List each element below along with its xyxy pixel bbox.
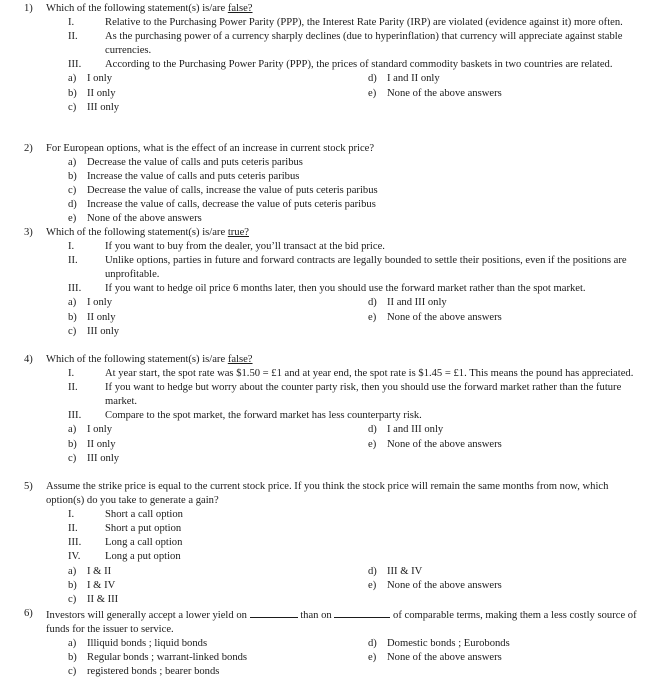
answer-option-e[interactable]: e) None of the above answers xyxy=(368,87,502,99)
question-number: 6) xyxy=(24,608,33,619)
answer-option-b[interactable]: b) II only xyxy=(68,438,116,450)
answer-option-c[interactable]: c) III only xyxy=(68,325,120,337)
statement: I. Relative to the Purchasing Power Parity (PPP), the Interest Rate Parity (IRP) are violated (evidence against it) more often. xyxy=(68,17,623,29)
question-text: Which of the following statement(s) is/are false? xyxy=(46,354,253,365)
statement: I. At year start, the spot rate was $1.50 = £1 and at year end, the spot rate is $1.45 = £1. This means the pound has appreciated. xyxy=(68,368,634,380)
statement: I. If you want to buy from the dealer, you’ll transact at the bid price. xyxy=(68,241,385,253)
emphasis-word: true? xyxy=(227,227,249,238)
question-3 xyxy=(24,226,639,339)
statement: II. Unlike options, parties in future and forward contracts are legally bounded to settle their positions, even if the positions are unprofitable. xyxy=(68,255,627,281)
answer-option-c[interactable]: c) III only xyxy=(68,452,120,464)
question-number: 2) xyxy=(24,143,33,154)
emphasis-word: false? xyxy=(227,354,253,365)
question-5 xyxy=(24,480,639,607)
answer-option-e[interactable]: e) None of the above answers xyxy=(368,311,502,323)
answer-option-b[interactable]: b) Regular bonds ; warrant-linked bonds xyxy=(68,652,248,664)
emphasis-word: false? xyxy=(227,3,253,14)
question-text: Assume the strike price is equal to the current stock price. If you think the stock price will remain the same months from now, which option(s) do you take to generate a gain? xyxy=(46,481,609,507)
statement: II. If you want to hedge but worry about the counter party risk, then you should use the forward market rather than the future market. xyxy=(68,382,622,408)
answer-option-b[interactable]: b) I & IV xyxy=(68,579,116,591)
answer-option-d[interactable]: d) I and III only xyxy=(368,424,444,436)
statement: III. If you want to hedge oil price 6 months later, then you should use the forward market rather than the spot market. xyxy=(68,283,586,295)
question-text: Which of the following statement(s) is/are false? xyxy=(46,3,253,14)
answer-option-c[interactable]: c) registered bonds ; bearer bonds xyxy=(68,666,220,678)
answer-option-a[interactable]: a) I & II xyxy=(68,565,112,577)
question-text: Investors will generally accept a lower yield on than on of comparable terms, making them a less costly source of funds for the issuer to service. xyxy=(46,607,639,637)
statement: I. Short a call option xyxy=(68,509,183,521)
answer-blank-1[interactable] xyxy=(250,607,298,618)
answer-option-e[interactable]: e) None of the above answers xyxy=(368,579,502,591)
answer-option-a[interactable]: a) Illiquid bonds ; liquid bonds xyxy=(68,638,208,650)
answer-option-a[interactable]: a) Decrease the value of calls and puts ceteris paribus xyxy=(68,157,303,169)
question-text: Which of the following statement(s) is/are true? xyxy=(46,227,249,238)
answer-option-e[interactable]: e) None of the above answers xyxy=(368,438,502,450)
question-number: 5) xyxy=(24,481,33,492)
answer-option-d[interactable]: d) III & IV xyxy=(368,565,423,577)
answer-options xyxy=(68,637,639,679)
question-6 xyxy=(24,607,639,679)
answer-option-b[interactable]: b) II only xyxy=(68,311,116,323)
question-number: 4) xyxy=(24,354,33,365)
answer-option-d[interactable]: d) II and III only xyxy=(368,297,447,309)
statement: II. Short a put option xyxy=(68,523,182,535)
question-text: For European options, what is the effect of an increase in current stock price? xyxy=(46,143,375,154)
statement: IV. Long a put option xyxy=(68,551,181,563)
answer-options xyxy=(68,565,639,607)
answer-option-c[interactable]: c) II & III xyxy=(68,593,119,605)
answer-option-e[interactable]: e) None of the above answers xyxy=(68,213,202,225)
question-2 xyxy=(24,142,639,227)
answer-option-d[interactable]: d) I and II only xyxy=(368,73,440,85)
answer-options xyxy=(68,72,639,114)
question-number: 3) xyxy=(24,227,33,238)
answer-options xyxy=(68,423,639,465)
answer-option-a[interactable]: a) I only xyxy=(68,73,113,85)
answer-option-a[interactable]: a) I only xyxy=(68,424,113,436)
answer-option-b[interactable]: b) Increase the value of calls and puts ceteris paribus xyxy=(68,171,300,183)
answer-option-b[interactable]: b) II only xyxy=(68,87,116,99)
statement: II. As the purchasing power of a currency sharply declines (due to hyperinflation) that currency will appreciate against stable currencies. xyxy=(68,31,623,57)
answer-option-c[interactable]: c) Decrease the value of calls, increase the value of puts ceteris paribus xyxy=(68,185,378,197)
answer-option-d[interactable]: d) Increase the value of calls, decrease the value of puts ceteris paribus xyxy=(68,199,376,211)
statement: III. According to the Purchasing Power Parity (PPP), the prices of standard commodity baskets in two countries are related. xyxy=(68,59,613,71)
answer-option-a[interactable]: a) I only xyxy=(68,297,113,309)
answer-option-d[interactable]: d) Domestic bonds ; Eurobonds xyxy=(368,638,510,650)
question-1 xyxy=(24,2,639,115)
answer-options xyxy=(68,296,639,338)
statement: III. Compare to the spot market, the forward market has less counterparty risk. xyxy=(68,410,422,422)
answer-blank-2[interactable] xyxy=(334,607,390,618)
statement: III. Long a call option xyxy=(68,537,183,549)
answer-option-e[interactable]: e) None of the above answers xyxy=(368,652,502,664)
question-4 xyxy=(24,353,639,466)
question-number: 1) xyxy=(24,3,33,14)
answer-option-c[interactable]: c) III only xyxy=(68,101,120,113)
